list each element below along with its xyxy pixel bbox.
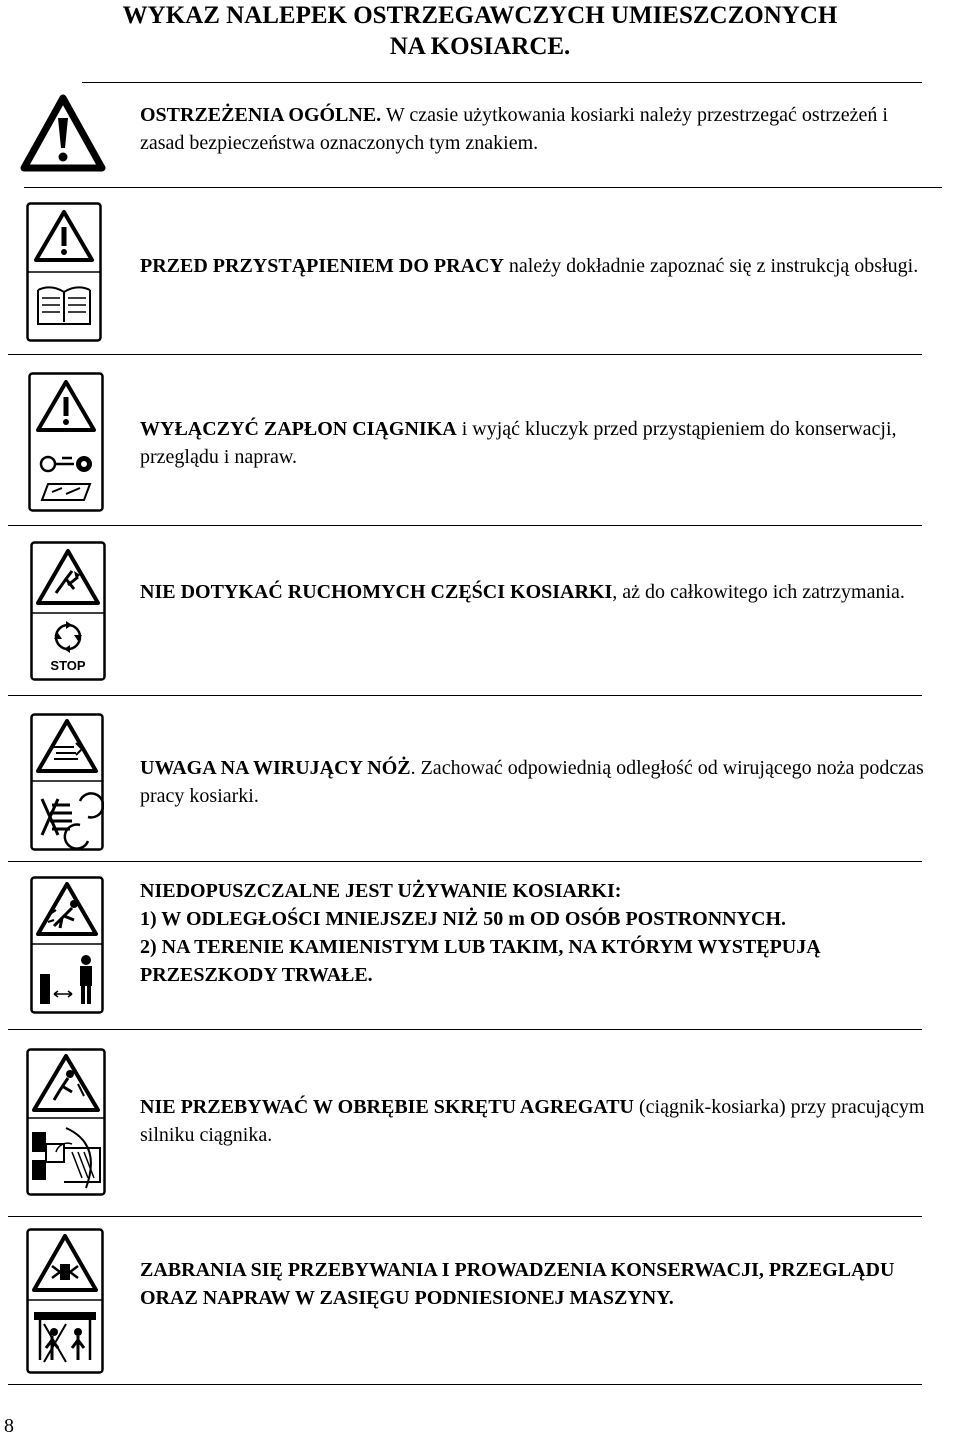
- section-divider: [8, 354, 922, 355]
- item-heading: OSTRZEŻENIA OGÓLNE.: [140, 104, 382, 126]
- title-line-2: NA KOSIARCE.: [389, 33, 571, 60]
- moving-parts-stop-icon: [30, 541, 106, 681]
- item-raised-machine: [140, 1256, 940, 1312]
- read-manual-icon: [26, 202, 102, 342]
- item-description: . Zachować odpowiednią odległość od wirującego noża podczas pracy kosiarki.: [140, 757, 924, 807]
- item-description: , aż do całkowitego ich zatrzymania.: [612, 581, 905, 603]
- item-description: i wyjąć kluczyk przed przystąpieniem do konserwacji, przeglądu i napraw.: [140, 418, 897, 468]
- warning-triangle-icon: [20, 94, 106, 174]
- item-line-2: 1) W ODLEGŁOŚCI MNIEJSZEJ NIŻ 50 m OD OSÓB POSTRONNYCH.: [140, 908, 787, 930]
- item-rotating-blade: [140, 754, 930, 810]
- item-heading: UWAGA NA WIRUJĄCY NÓŻ: [140, 757, 411, 779]
- title-line-1: WYKAZ NALEPEK OSTRZEGAWCZYCH UMIESZCZONYCH: [122, 2, 838, 29]
- item-read-manual: [140, 252, 930, 280]
- raised-machine-crush-icon: [26, 1228, 104, 1374]
- turning-zone-icon: [26, 1048, 106, 1196]
- page-number: 8: [4, 1415, 14, 1437]
- item-heading: ZABRANIA SIĘ PRZEBYWANIA I PROWADZENIA KONSERWACJI, PRZEGLĄDU ORAZ NAPRAW W ZASIĘGU PODNIESIONEJ MASZYNY.: [140, 1259, 895, 1309]
- item-heading: WYŁĄCZYĆ ZAPŁON CIĄGNIKA: [140, 418, 457, 440]
- remove-key-icon: [28, 372, 104, 512]
- section-divider: [8, 525, 922, 526]
- page-title: [0, 0, 960, 62]
- item-description: (ciągnik-kosiarka) przy pracującym silniku ciągnika.: [140, 1096, 925, 1146]
- item-heading: NIEDOPUSZCZALNE JEST UŻYWANIE KOSIARKI:: [140, 880, 622, 902]
- item-remove-key: [140, 415, 930, 471]
- item-thrown-objects: [140, 877, 930, 989]
- section-divider: [24, 187, 942, 188]
- item-description: należy dokładnie zapoznać się z instrukcją obsługi.: [503, 255, 919, 277]
- item-moving-parts: [140, 578, 930, 606]
- section-divider: [8, 861, 922, 862]
- item-line-3: 2) NA TERENIE KAMIENISTYM LUB TAKIM, NA KTÓRYM WYSTĘPUJĄ PRZESZKODY TRWAŁE.: [140, 936, 821, 986]
- item-description: W czasie użytkowania kosiarki należy przestrzegać ostrzeżeń i zasad bezpieczeństwa oznaczonych tym znakiem.: [140, 104, 888, 154]
- section-divider: [8, 1216, 922, 1217]
- thrown-objects-distance-icon: [30, 876, 104, 1014]
- section-divider: [82, 82, 922, 83]
- section-divider: [8, 695, 922, 696]
- item-turning-zone: [140, 1093, 958, 1149]
- section-divider: [8, 1384, 922, 1385]
- item-heading: NIE DOTYKAĆ RUCHOMYCH CZĘŚCI KOSIARKI: [140, 581, 613, 603]
- section-divider: [8, 1029, 922, 1030]
- rotating-blade-icon: [30, 713, 104, 851]
- item-heading: NIE PRZEBYWAĆ W OBRĘBIE SKRĘTU AGREGATU: [140, 1096, 635, 1118]
- item-heading: PRZED PRZYSTĄPIENIEM DO PRACY: [140, 255, 504, 277]
- stop-label: STOP: [50, 658, 86, 673]
- item-general-warning: [140, 101, 930, 157]
